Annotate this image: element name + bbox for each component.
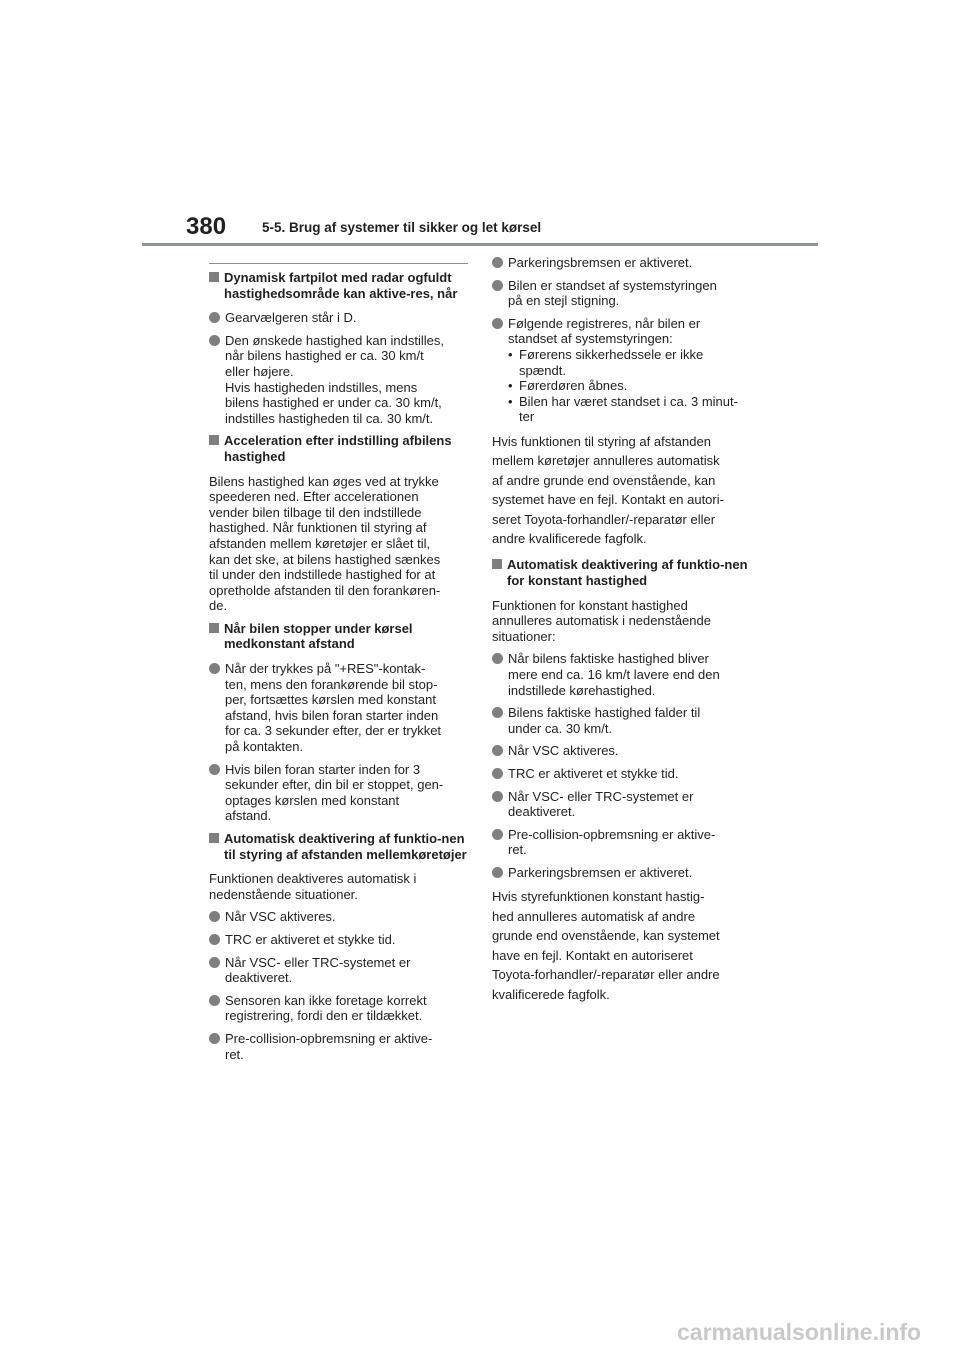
bullet-item: [492, 651, 754, 698]
round-bullet-icon: [209, 957, 220, 968]
text-line: deaktiveret.: [225, 970, 293, 986]
text-line: spændt.: [519, 362, 566, 378]
bullet-dot-icon: •: [508, 378, 513, 394]
paragraph: [492, 887, 754, 1003]
text-line: sekunder efter, din bil er stoppet, gen-: [225, 777, 444, 793]
text-line: situationer:: [492, 628, 556, 644]
text-line: Acceleration efter indstilling af: [224, 433, 414, 449]
bullet-item: [492, 827, 754, 858]
text-line: andre kvalificerede fagfolk.: [492, 530, 647, 546]
bullet-item: [492, 705, 754, 736]
text-line: når bilens hastighed er ca. 30 km/t: [225, 348, 424, 364]
bullet-item: [209, 762, 471, 824]
text-line: Gearvælgeren står i D.: [225, 310, 357, 326]
text-line: Hvis styrefunktionen konstant hastig-: [492, 889, 705, 905]
text-line: Når VSC- eller TRC-systemet er: [225, 954, 411, 970]
round-bullet-icon: [492, 280, 503, 291]
text-line: af andre grunde end ovenstående, kan: [492, 472, 716, 488]
bullet-item: [492, 865, 754, 881]
text-line: seret Toyota-forhandler/-reparatør eller: [492, 511, 716, 527]
text-line: standset af systemstyringen:: [508, 331, 673, 347]
text-line: Når bilen stopper under kørsel med: [224, 620, 413, 652]
text-line: Når VSC- eller TRC-systemet er: [508, 788, 694, 804]
text-line: under ca. 30 km/t.: [508, 720, 613, 736]
text-line: Førerdøren åbnes.: [519, 378, 628, 394]
bullet-item: [209, 909, 471, 925]
text-line: opretholde afstanden til den forankøren-: [209, 582, 441, 598]
square-bullet-icon: [209, 435, 219, 445]
text-line: indstillede kørehastighed.: [508, 682, 656, 698]
round-bullet-icon: [492, 791, 503, 802]
text-line: på kontakten.: [225, 739, 304, 755]
text-line: ten, mens den forankørende bil stop-: [225, 676, 438, 692]
text-line: annulleres automatisk i nedenstående: [492, 613, 711, 629]
square-bullet-icon: [209, 833, 219, 843]
round-bullet-icon: [209, 312, 220, 323]
round-bullet-icon: [492, 867, 503, 878]
text-line: indstilles hastigheden til ca. 30 km/t.: [225, 410, 434, 426]
text-line: afstanden mellem køretøjer er slået til,: [209, 535, 431, 551]
text-line: vender bilen tilbage til den indstillede: [209, 504, 422, 520]
round-bullet-icon: [492, 318, 503, 329]
text-line: Funktionen deaktiveres automatisk i: [209, 871, 417, 887]
bullet-item: [209, 993, 471, 1024]
text-line: ret.: [225, 1046, 244, 1062]
section-title: 5-5. Brug af systemer til sikker og let kørsel: [262, 220, 542, 235]
bullet-dot-icon: •: [508, 393, 513, 409]
text-line: hed annulleres automatisk af andre: [492, 908, 696, 924]
text-line: Når bilens faktiske hastighed bliver: [508, 651, 709, 667]
text-line: de.: [209, 598, 228, 614]
paragraph: [492, 598, 754, 645]
watermark: carmanualsonline.info: [677, 1319, 922, 1345]
square-bullet-icon: [209, 623, 219, 633]
text-line: speederen ned. Efter accelerationen: [209, 489, 419, 505]
text-line: Sensoren kan ikke foretage korrekt: [225, 992, 427, 1008]
text-line: res, når: [410, 285, 458, 301]
text-line: afstand.: [225, 808, 272, 824]
round-bullet-icon: [209, 911, 220, 922]
text-line: eller højere.: [225, 363, 294, 379]
sub-bullet-item: [508, 347, 754, 378]
sub-bullet-item: [508, 394, 754, 425]
page-number: 380: [186, 213, 227, 240]
text-line: mere end ca. 16 km/t lavere end den: [508, 666, 720, 682]
text-line: ter: [519, 409, 535, 425]
subsection-heading: [209, 433, 471, 464]
square-bullet-icon: [209, 272, 219, 282]
bullet-item: [209, 932, 471, 948]
bullet-item: [492, 743, 754, 759]
right-column: [492, 255, 754, 1013]
text-line: TRC er aktiveret et stykke tid.: [508, 765, 679, 781]
text-line: Når der trykkes på "+RES"-kontak-: [225, 661, 426, 677]
text-line: kan det ske, at bilens hastighed sænkes: [209, 551, 441, 567]
text-line: have en fejl. Kontakt en autoriseret: [492, 947, 693, 963]
text-line: Følgende registreres, når bilen er: [508, 315, 701, 331]
bullet-dot-icon: •: [508, 346, 513, 362]
round-bullet-icon: [492, 768, 503, 779]
text-line: TRC er aktiveret et stykke tid.: [225, 931, 396, 947]
square-bullet-icon: [492, 559, 502, 569]
text-line: konstant afstand: [250, 636, 355, 652]
text-line: Den ønskede hastighed kan indstilles,: [225, 332, 444, 348]
text-line: grunde end ovenstående, kan systemet: [492, 928, 720, 944]
text-line: for ca. 3 sekunder efter, der er trykket: [225, 723, 442, 739]
text-line: Parkeringsbremsen er aktiveret.: [508, 255, 693, 270]
round-bullet-icon: [209, 1033, 220, 1044]
text-line: nedenstående situationer.: [209, 886, 358, 902]
text-line: bilens hastighed: [224, 433, 452, 464]
round-bullet-icon: [492, 829, 503, 840]
text-line: Pre-collision-opbremsning er aktive-: [225, 1030, 433, 1046]
text-line: kvalificerede fagfolk.: [492, 986, 610, 1002]
text-line: Når VSC aktiveres.: [508, 743, 619, 759]
text-line: Når VSC aktiveres.: [225, 909, 336, 925]
round-bullet-icon: [492, 707, 503, 718]
bullet-item: [492, 789, 754, 820]
text-line: Dynamisk fartpilot med radar og: [224, 270, 424, 285]
bullet-item: [209, 333, 471, 427]
bullet-item: [492, 255, 754, 271]
sub-bullet-item: [508, 378, 754, 394]
subsection-heading: [492, 557, 754, 588]
bullet-item: [492, 766, 754, 782]
round-bullet-icon: [209, 663, 220, 674]
text-line: Hvis funktionen til styring af afstanden: [492, 433, 711, 449]
text-line: til under den indstillede hastighed for at: [209, 567, 436, 583]
left-column: [209, 270, 471, 1069]
text-line: per, fortsættes kørslen med konstant: [225, 692, 436, 708]
text-line: Parkeringsbremsen er aktiveret.: [508, 864, 693, 880]
bullet-item: [209, 310, 471, 326]
subsection-heading: [209, 621, 471, 652]
round-bullet-icon: [209, 995, 220, 1006]
text-line: Bilen er standset af systemstyringen: [508, 277, 717, 293]
text-line: Toyota-forhandler/-reparatør eller andre: [492, 967, 720, 983]
bullet-item: [209, 661, 471, 755]
text-line: Automatisk deaktivering af funktio-: [507, 557, 725, 573]
text-line: Automatisk deaktivering af funktio-: [224, 831, 442, 846]
round-bullet-icon: [492, 653, 503, 664]
text-line: afstand, hvis bilen foran starter inden: [225, 707, 439, 723]
text-line: fuldt hastighedsområde kan aktive-: [224, 270, 452, 301]
text-line: bilens hastighed er under ca. 30 km/t,: [225, 395, 442, 411]
paragraph: [492, 432, 754, 548]
text-line: deaktiveret.: [508, 804, 576, 820]
text-line: systemet have en fejl. Kontakt en autori-: [492, 492, 724, 508]
subsection-heading: [209, 270, 471, 301]
paragraph: [209, 474, 471, 614]
text-line: Bilens hastighed kan øges ved at trykke: [209, 473, 439, 489]
round-bullet-icon: [492, 257, 503, 268]
text-line: optages kørslen med konstant: [225, 792, 400, 808]
text-line: Bilens faktiske hastighed falder til: [508, 705, 701, 721]
text-line: Hvis bilen foran starter inden for 3: [225, 761, 421, 777]
text-line: Førerens sikkerhedssele er ikke: [519, 346, 704, 362]
header-divider: [142, 243, 818, 246]
round-bullet-icon: [492, 745, 503, 756]
text-line: Bilen har været standset i ca. 3 minut-: [519, 393, 738, 409]
bullet-item: [492, 278, 754, 309]
text-line: hastighed. Når funktionen til styring af: [209, 520, 427, 536]
round-bullet-icon: [209, 934, 220, 945]
text-line: Pre-collision-opbremsning er aktive-: [508, 826, 716, 842]
text-line: Funktionen for konstant hastighed: [492, 597, 688, 613]
round-bullet-icon: [209, 764, 220, 775]
round-bullet-icon: [209, 335, 220, 346]
text-line: nen for konstant hastighed: [507, 557, 748, 588]
bullet-item: [209, 955, 471, 986]
text-line: registrering, fordi den er tildækket.: [225, 1008, 423, 1024]
bullet-item: [492, 316, 754, 425]
column-top-divider: [209, 263, 468, 264]
paragraph: [209, 871, 471, 902]
text-line: på en stejl stigning.: [508, 293, 620, 309]
text-line: mellem køretøjer annulleres automatisk: [492, 453, 720, 469]
text-line: ret.: [508, 842, 527, 858]
bullet-item: [209, 1031, 471, 1062]
text-line: nen til styring af afstanden mellem: [224, 831, 465, 862]
text-line: Hvis hastigheden indstilles, mens: [225, 379, 418, 395]
text-line: køretøjer: [411, 846, 467, 862]
subsection-heading: [209, 831, 471, 862]
